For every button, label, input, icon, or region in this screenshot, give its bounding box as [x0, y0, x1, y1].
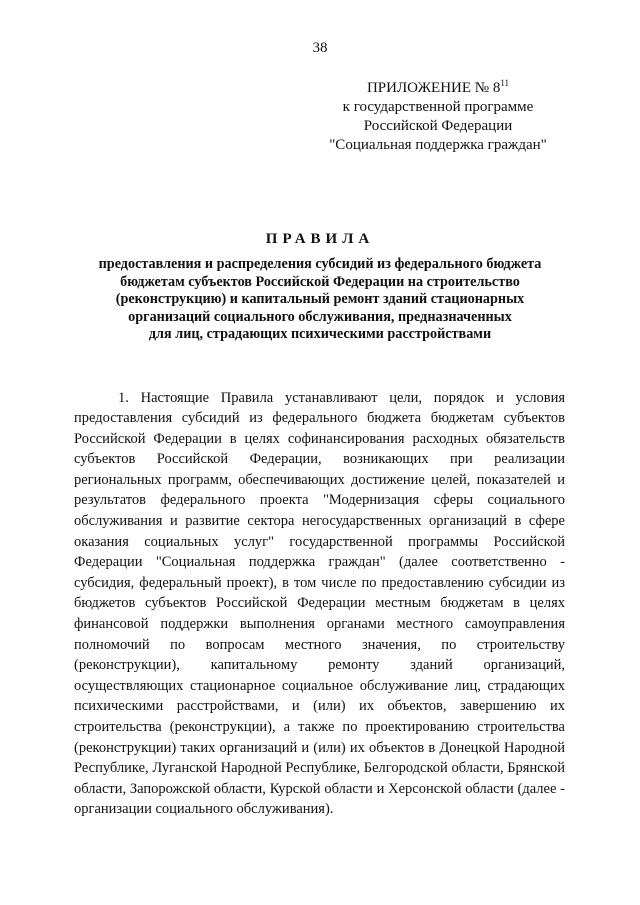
appendix-superscript: 11: [500, 78, 510, 88]
appendix-line-3: Российской Федерации: [363, 118, 513, 134]
appendix-line-4: "Социальная поддержка граждан": [329, 137, 547, 153]
paragraph-1: 1. Настоящие Правила устанавливают цели, порядок и условия предоставления субсидий из федерального бюджета бюджетам субъектов Российской Федерации в целях софинансирования расходных обязательств субъектов Российской Федерации, возникающих при реализации региональных программ, обеспечивающих достижение целей, показателей и результатов федерального проекта "Модернизация сферы социального обслуживания и развитие сектора негосударственных организаций в сфере оказания социальных услуг" государственной программы Российской Федерации "Социальная поддержка граждан" (далее соответственно - субсидия, федеральный проект), в том числе по предоставлению субсидии из бюджетов субъектов Российской Федерации местным бюджетам в целях финансовой поддержки выполнения органами местного самоуправления полномочий по вопросам местного значения, по строительству (реконструкции), капитальному ремонту зданий организаций, осуществляющих стационарное социальное обслуживание лиц, страдающих психическими расстройствами, и (или) их объектов, завершению их строительства (реконструкции), а также по проектированию строительства (реконструкции) таких организаций и (или) их объектов в Донецкой Народной Республике, Луганской Народной Республике, Белгородской области, Брянской области, Запорожской области, Курской области и Херсонской области (далее - организации социального обслуживания).: [74, 389, 565, 818]
rules-subtitle-line: организаций социального обслуживания, предназначенных: [128, 308, 512, 325]
rules-subtitle-line: для лиц, страдающих психическими расстройствами: [148, 326, 492, 343]
appendix-heading-text: ПРИЛОЖЕНИЕ № 8: [366, 80, 501, 96]
appendix-header: [318, 79, 558, 155]
rules-subtitle-line: (реконструкцию) и капитальный ремонт зданий стационарных: [115, 291, 525, 308]
appendix-heading: [318, 79, 558, 98]
rules-title: ПРАВИЛА: [265, 231, 375, 247]
page-number: 38: [312, 40, 328, 56]
rules-subtitle: [70, 256, 570, 344]
rules-subtitle-line: предоставления и распределения субсидий из федерального бюджета: [98, 256, 542, 272]
rules-subtitle-line: бюджетам субъектов Российской Федерации на строительство: [120, 273, 520, 290]
appendix-line-2: к государственной программе: [342, 99, 534, 115]
